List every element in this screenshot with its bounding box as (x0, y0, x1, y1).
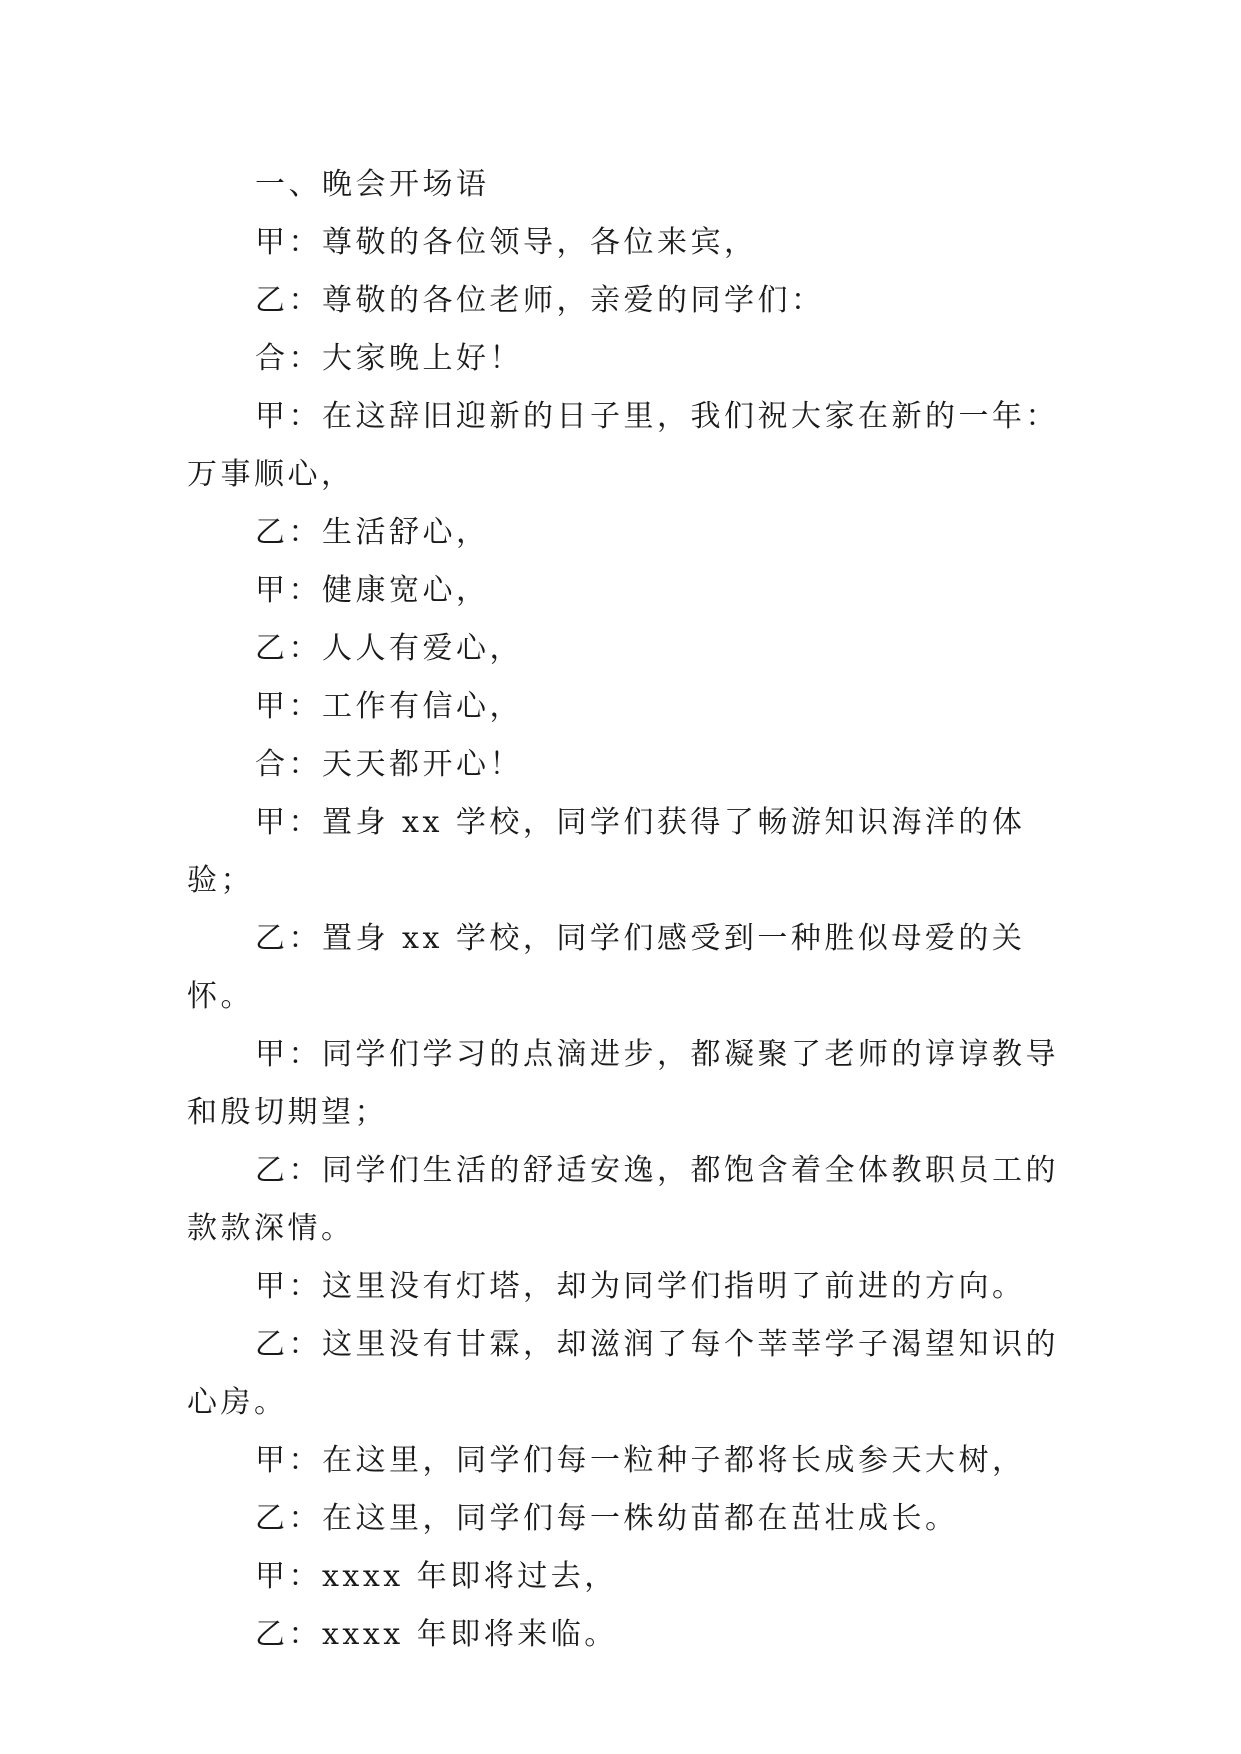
script-line: 乙：置身 xx 学校，同学们感受到一种胜似母爱的关怀。 (187, 921, 1026, 1014)
script-line: 甲：健康宽心， (255, 573, 490, 608)
script-line: 甲：置身 xx 学校，同学们获得了畅游知识海洋的体验； (187, 805, 1026, 898)
script-line: 乙：同学们生活的舒适安逸，都饱含着全体教职员工的款款深情。 (187, 1153, 1059, 1246)
script-line: 乙：这里没有甘霖，却滋润了每个莘莘学子渴望知识的心房。 (187, 1327, 1059, 1420)
section-heading: 一、晚会开场语 (255, 167, 490, 202)
document-body (187, 156, 1067, 1664)
script-line: 乙：尊敬的各位老师，亲爱的同学们： (255, 283, 825, 318)
script-line: 乙：xxxx 年即将来临。 (255, 1617, 618, 1652)
script-line: 甲：在这辞旧迎新的日子里，我们祝大家在新的一年：万事顺心， (187, 399, 1059, 492)
script-line: 乙：在这里，同学们每一株幼苗都在茁壮成长。 (255, 1501, 959, 1536)
script-line: 甲：同学们学习的点滴进步，都凝聚了老师的谆谆教导和殷切期望； (187, 1037, 1059, 1130)
script-line: 甲：尊敬的各位领导，各位来宾， (255, 225, 758, 260)
script-line: 甲：这里没有灯塔，却为同学们指明了前进的方向。 (255, 1269, 1026, 1304)
script-line: 甲：工作有信心， (255, 689, 523, 724)
script-line: 乙：人人有爱心， (255, 631, 523, 666)
script-line: 乙：生活舒心， (255, 515, 490, 550)
script-line: 合：天天都开心！ (255, 747, 523, 782)
script-line: 甲：在这里，同学们每一粒种子都将长成参天大树， (255, 1443, 1026, 1478)
script-line: 甲：xxxx 年即将过去， (255, 1559, 618, 1594)
script-line: 合：大家晚上好！ (255, 341, 523, 376)
